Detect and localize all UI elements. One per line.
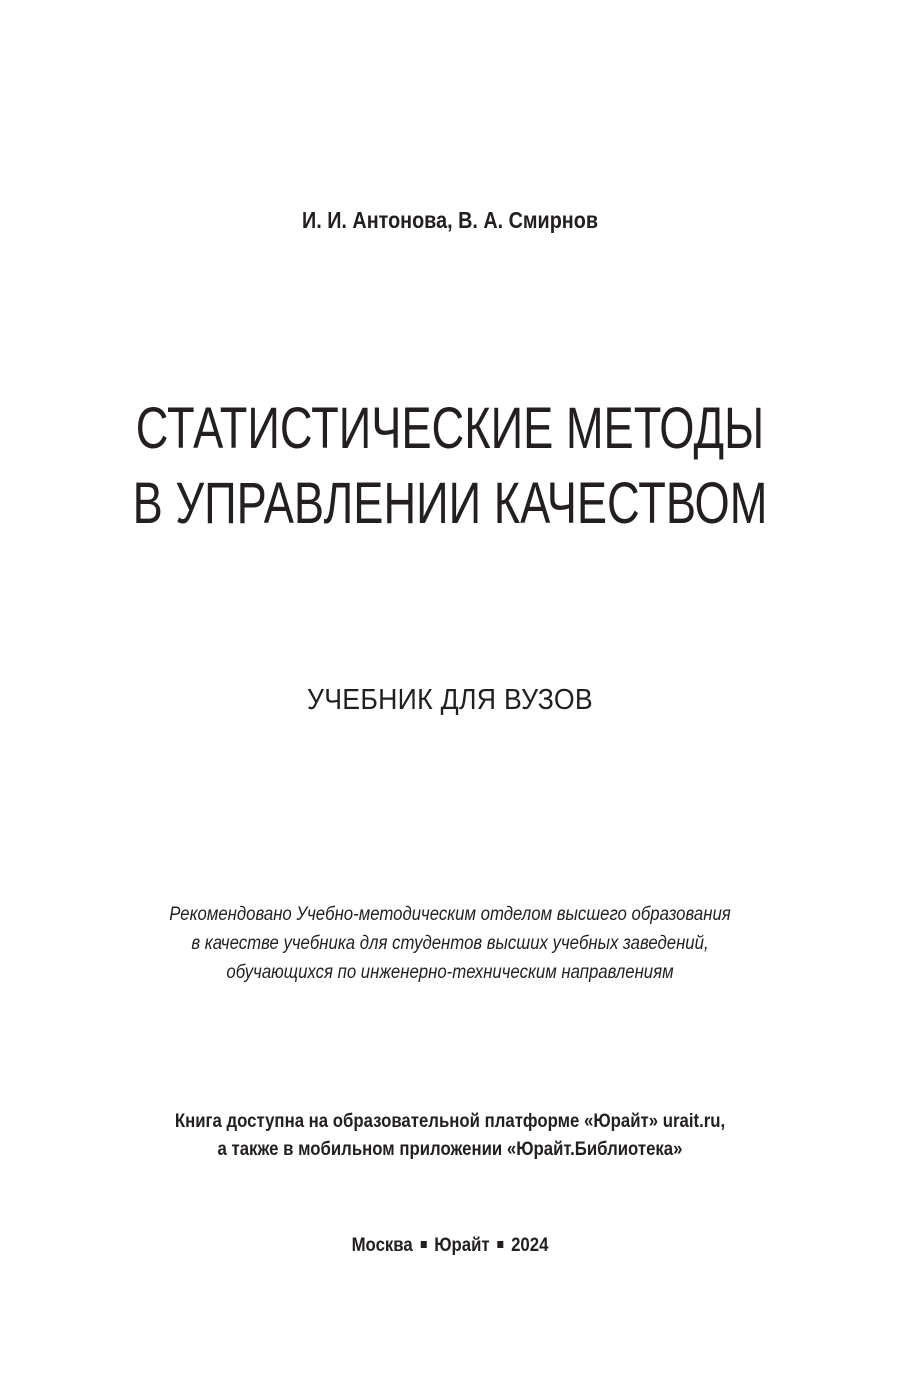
platform-note-line-1: Книга доступна на образовательной платформе «Юрайт» urait.ru, xyxy=(174,1110,726,1132)
imprint-publisher: Юрайт xyxy=(434,1234,490,1256)
imprint-year: 2024 xyxy=(511,1234,549,1256)
book-title-line-1: СТАТИСТИЧЕСКИЕ МЕТОДЫ xyxy=(135,396,765,461)
recommendation-line-2: в качестве учебника для студентов высших учебных заведений, xyxy=(191,932,709,954)
book-subtitle: УЧЕБНИК ДЛЯ ВУЗОВ xyxy=(306,684,594,716)
bullet-separator-icon xyxy=(497,1241,503,1248)
book-title-line-2: В УПРАВЛЕНИИ КАЧЕСТВОМ xyxy=(132,471,768,536)
bullet-separator-icon xyxy=(420,1241,426,1248)
platform-note-line-2: а также в мобильном приложении «Юрайт.Библиотека» xyxy=(217,1138,683,1160)
authors: И. И. Антонова, В. А. Смирнов xyxy=(301,207,598,233)
recommendation-line-3: обучающихся по инженерно-техническим направлениям xyxy=(226,961,674,983)
recommendation-line-1: Рекомендовано Учебно-методическим отделом высшего образования xyxy=(169,903,731,925)
imprint-city: Москва xyxy=(351,1234,413,1256)
imprint xyxy=(63,1234,837,1257)
